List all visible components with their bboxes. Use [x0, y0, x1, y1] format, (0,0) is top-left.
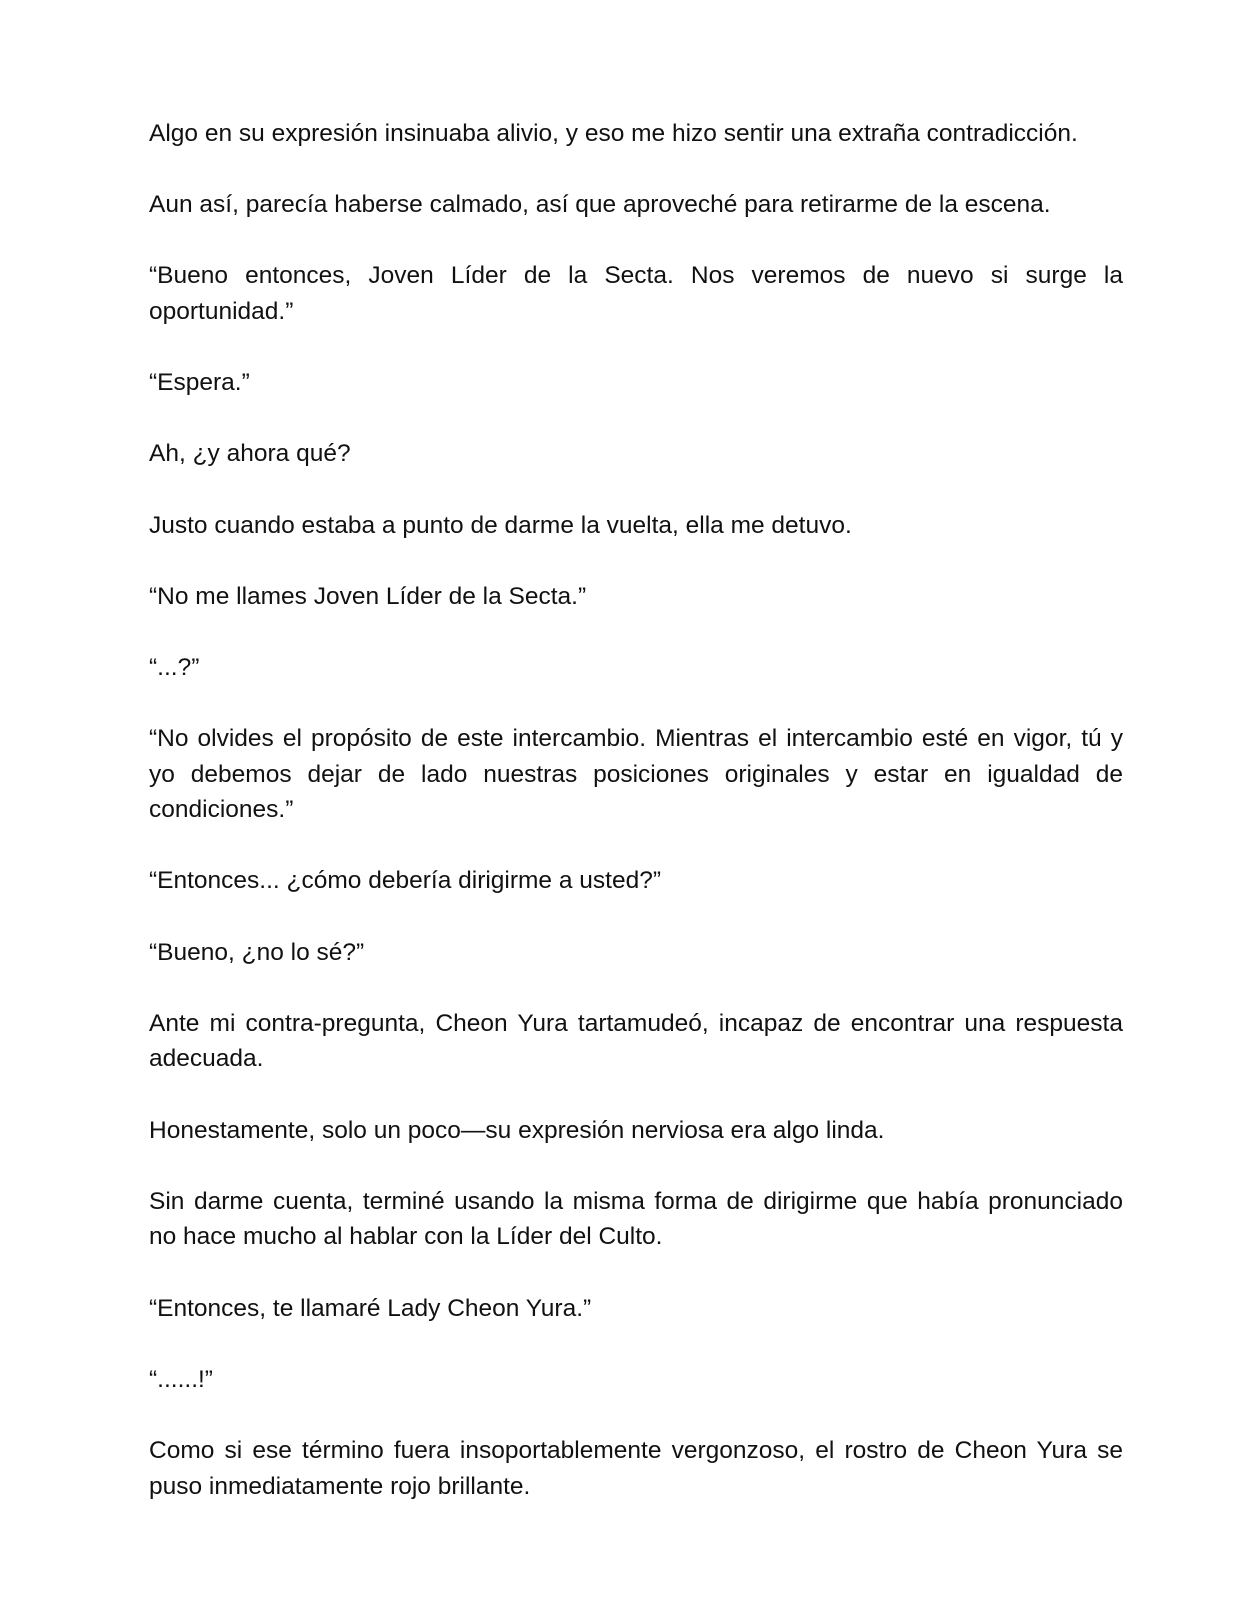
paragraph-spacer [149, 1077, 1123, 1113]
paragraph-3: “Bueno entonces, Joven Líder de la Secta. Nos veremos de nuevo si surge la oportunidad.” [149, 262, 1123, 325]
paragraph-10: “Entonces... ¿cómo debería dirigirme a usted?” [149, 867, 662, 895]
paragraph-9: “No olvides el propósito de este intercambio. Mientras el intercambio esté en vigor, tú y yo debemos dejar de lado nuestras posiciones originales y estar en igualdad de condiciones.” [149, 725, 1123, 824]
paragraph-4: “Espera.” [149, 369, 250, 397]
paragraph-1: Algo en su expresión insinuaba alivio, y eso me hizo sentir una extraña contradicción. [149, 120, 1078, 147]
paragraph-15: “Entonces, te llamaré Lady Cheon Yura.” [149, 1294, 592, 1322]
paragraph-7: “No me llames Joven Líder de la Secta.” [149, 582, 587, 610]
paragraph-spacer [149, 686, 1123, 722]
paragraph-17: Como si ese término fuera insoportablemente vergonzoso, el rostro de Cheon Yura se puso inmediatamente rojo brillante. [149, 1436, 1123, 1500]
paragraph-13: Honestamente, solo un poco—su expresión nerviosa era algo linda. [149, 1116, 885, 1144]
paragraph-spacer [149, 1326, 1123, 1362]
paragraph-8: “...?” [149, 653, 200, 681]
document-body [149, 116, 1123, 1504]
paragraph-spacer [149, 401, 1123, 437]
paragraph-11: “Bueno, ¿no lo sé?” [149, 938, 365, 966]
paragraph-6: Justo cuando estaba a punto de darme la vuelta, ella me detuvo. [149, 511, 852, 539]
paragraph-spacer [149, 970, 1123, 1006]
paragraph-14: Sin darme cuenta, terminé usando la misma forma de dirigirme que había pronunciado no hace mucho al hablar con la Líder del Culto. [149, 1187, 1123, 1251]
paragraph-spacer [149, 1397, 1123, 1433]
paragraph-spacer [149, 472, 1123, 508]
paragraph-5: Ah, ¿y ahora qué? [149, 440, 351, 468]
paragraph-spacer [149, 899, 1123, 935]
paragraph-2: Aun así, parecía haberse calmado, así que aproveché para retirarme de la escena. [149, 191, 1051, 219]
paragraph-spacer [149, 1148, 1123, 1184]
paragraph-spacer [149, 1255, 1123, 1291]
paragraph-spacer [149, 223, 1123, 259]
paragraph-spacer [149, 828, 1123, 864]
paragraph-16: “......!” [149, 1365, 213, 1393]
paragraph-spacer [149, 152, 1123, 188]
paragraph-12: Ante mi contra-pregunta, Cheon Yura tartamudeó, incapaz de encontrar una respuesta adecuada. [149, 1009, 1123, 1073]
paragraph-spacer [149, 614, 1123, 650]
paragraph-spacer [149, 543, 1123, 579]
paragraph-spacer [149, 330, 1123, 366]
